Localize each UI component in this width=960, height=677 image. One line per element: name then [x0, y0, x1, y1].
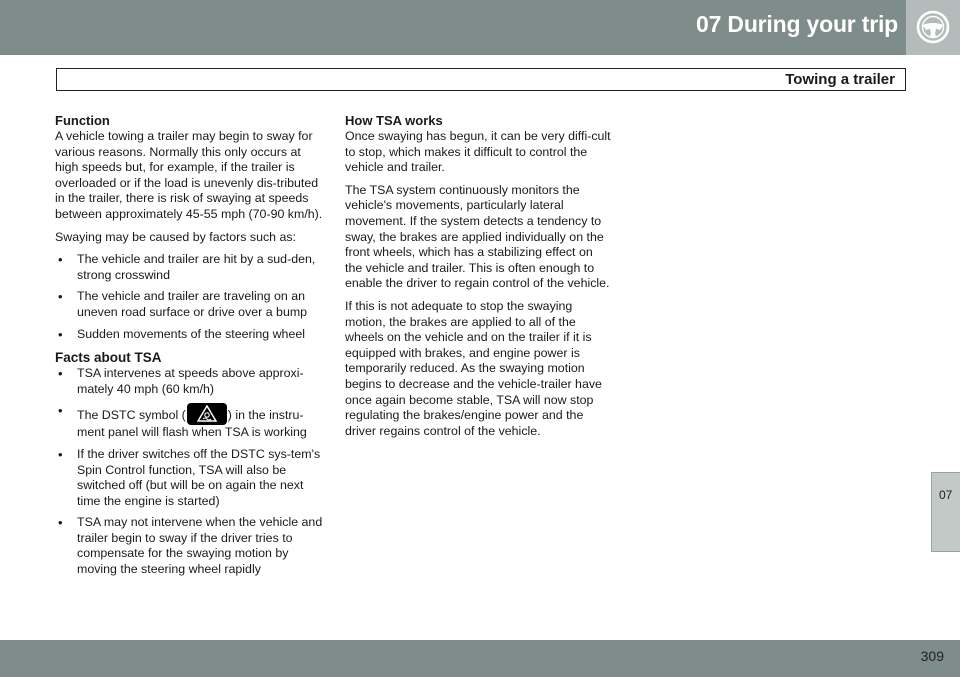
list-item: • Sudden movements of the steering wheel: [55, 327, 323, 343]
chapter-side-tab: [931, 472, 960, 552]
right-column: [345, 113, 613, 446]
how-tsa-works-heading: How TSA works: [345, 113, 443, 128]
steering-wheel-icon: [915, 9, 951, 45]
causes-list: [55, 252, 323, 342]
function-text: A vehicle towing a trailer may begin to sway for various reasons. Normally this only occurs at high speeds but, for example, if the trailer is overloaded or if the load is unevenly dis-tributed in the trailer, there is risk of swaying at speeds between approximately 45-55 mph (70-90 km/h).: [55, 129, 323, 221]
paragraph: The TSA system continuously monitors the vehicle's movements, particularly lateral movement. If the system detects a tendency to sway, the brakes are applied individually on the front wheels, which has a stabilizing effect on the vehicle and trailer. This is often enough to enable the driver to regain control of the vehicle.: [345, 182, 610, 291]
left-column: [55, 113, 323, 584]
facts-list: [55, 366, 323, 578]
dstc-text-before: The DSTC symbol (: [77, 408, 186, 423]
list-item: • The vehicle and trailer are hit by a sud-den, strong crosswind: [55, 252, 323, 283]
section-bar: [56, 68, 906, 91]
header-band: [0, 0, 960, 55]
side-tab-label: 07: [939, 488, 953, 502]
function-heading: Function: [55, 113, 110, 128]
list-item: • TSA may not intervene when the vehicle and trailer begin to sway if the driver tries to compensate for the swaying motion by moving the steering wheel rapidly: [55, 515, 323, 577]
paragraph: If this is not adequate to stop the swaying motion, the brakes are applied to all of the wheels on the vehicle and on the trailer if it is equipped with brakes, and engine power is temporarily reduced. As the swaying motion begins to decrease and the vehicle-trailer have once again become stable, TSA will now stop regulating the brakes/engine power and the driver regains control of the vehicle.: [345, 298, 602, 438]
footer-band: [0, 640, 960, 677]
dstc-text-after: ) in the instru-ment panel will flash when TSA is working: [77, 408, 307, 440]
list-item: • TSA intervenes at speeds above approxi-mately 40 mph (60 km/h): [55, 366, 323, 397]
causes-intro: Swaying may be caused by factors such as:: [55, 229, 297, 244]
list-item: • If the driver switches off the DSTC sys-tem's Spin Control function, TSA will also be switched off (but will be on again the next time the engine is started): [55, 447, 323, 509]
page-number: 309: [920, 648, 944, 664]
chapter-title: 07 During your trip: [696, 11, 898, 37]
list-item: [55, 403, 323, 441]
facts-heading: Facts about TSA: [55, 350, 162, 366]
chapter-icon-box: [906, 0, 960, 55]
list-item: • The vehicle and trailer are traveling on an uneven road surface or drive over a bump: [55, 289, 323, 320]
dstc-skid-icon: [187, 403, 227, 425]
section-title: Towing a trailer: [785, 71, 895, 88]
paragraph: Once swaying has begun, it can be very diffi-cult to stop, which makes it difficult to control the vehicle and trailer.: [345, 129, 611, 175]
